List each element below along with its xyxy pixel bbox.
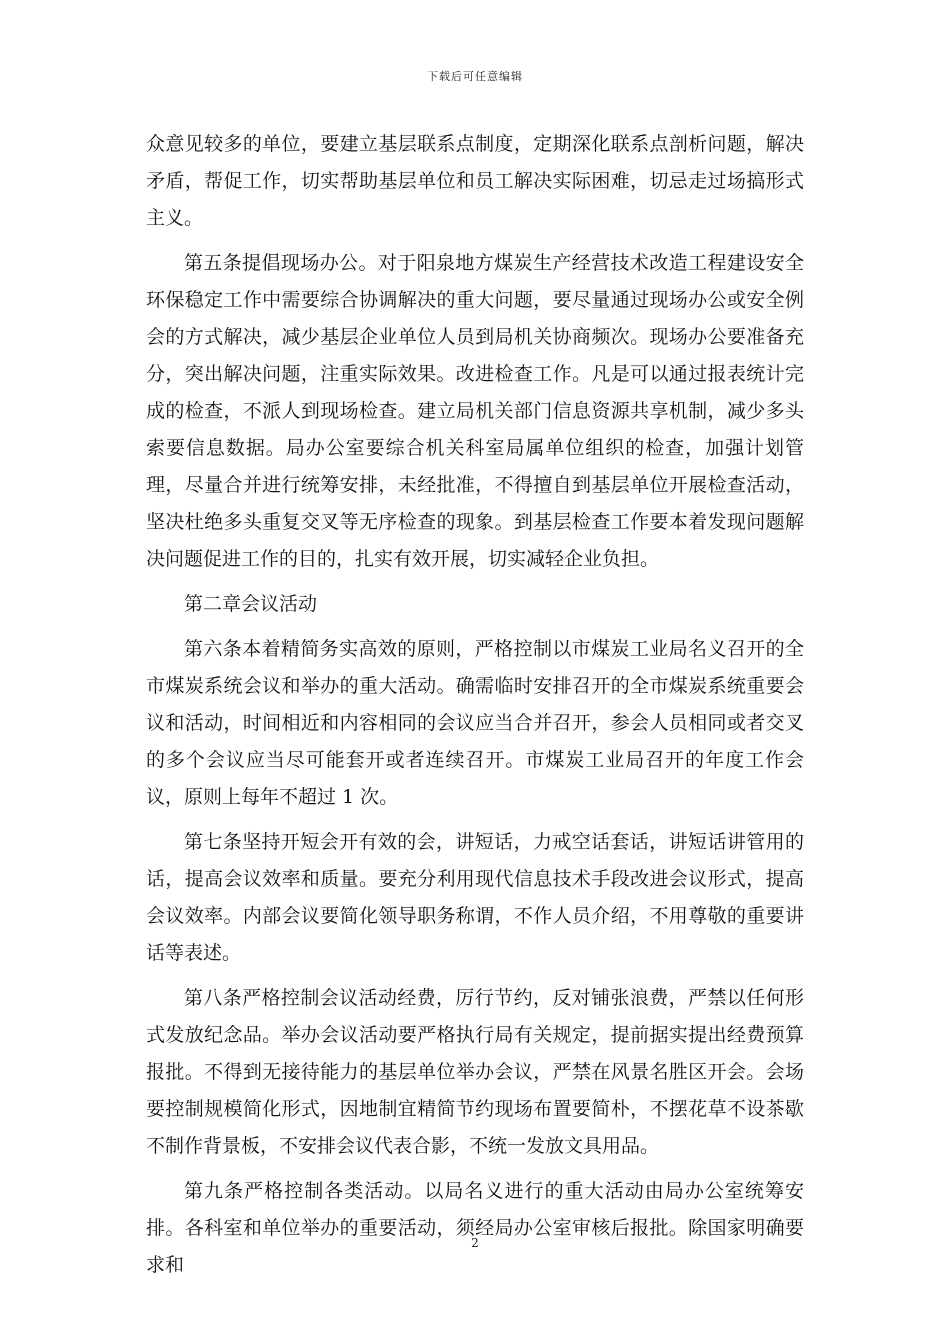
chapter-heading: 第二章会议活动 (184, 593, 318, 615)
paragraph-article-9: 第九条严格控制各类活动。以局名义进行的重大活动由局办公室统筹安排。各科室和单位举办的重要活动，须经局办公室审核后报批。除国家明确要求和 (146, 1180, 804, 1276)
paragraph-article-5: 第五条提倡现场办公。对于阳泉地方煤炭生产经营技术改造工程建设安全环保稳定工作中需要综合协调解决的重大问题，要尽量通过现场办公或安全例会的方式解决，减少基层企业单位人员到局机关协商频次。现场办公要准备充分，突出解决问题，注重实际效果。改进检查工作。凡是可以通过报表统计完成的检查，不派人到现场检查。建立局机关部门信息资源共享机制，减少多头索要信息数据。局办公室要综合机关科室局属单位组织的检查，加强计划管理，尽量合并进行统筹安排，未经批准，不得擅自到基层单位开展检查活动，坚决杜绝多头重复交叉等无序检查的现象。到基层检查工作要本着发现问题解决问题促进工作的目的，扎实有效开展，切实减轻企业负担。 (146, 252, 804, 570)
page-number: 2 (471, 1236, 479, 1250)
page-header: 下载后可任意编辑 (427, 70, 523, 83)
document-body (146, 126, 804, 1292)
paragraph-continuation: 众意见较多的单位，要建立基层联系点制度，定期深化联系点剖析问题，解决矛盾，帮促工作，切实帮助基层单位和员工解决实际困难，切忌走过场搞形式主义。 (146, 133, 804, 229)
paragraph-article-8: 第八条严格控制会议活动经费，厉行节约，反对铺张浪费，严禁以任何形式发放纪念品。举办会议活动要严格执行局有关规定，提前据实提出经费预算报批。不得到无接待能力的基层单位举办会议，严禁在风景名胜区开会。会场要控制规模简化形式，因地制宜精简节约现场布置要简朴，不摆花草不设茶歇不制作背景板，不安排会议代表合影，不统一发放文具用品。 (146, 987, 804, 1157)
paragraph-article-6: 第六条本着精简务实高效的原则，严格控制以市煤炭工业局名义召开的全市煤炭系统会议和举办的重大活动。确需临时安排召开的全市煤炭系统重要会议和活动，时间相近和内容相同的会议应当合并召开，参会人员相同或者交叉的多个会议应当尽可能套开或者连续召开。市煤炭工业局召开的年度工作会议，原则上每年不超过 1 次。 (146, 638, 804, 808)
paragraph-article-7: 第七条坚持开短会开有效的会，讲短话，力戒空话套话，讲短话讲管用的话，提高会议效率和质量。要充分利用现代信息技术手段改进会议形式，提高会议效率。内部会议要简化领导职务称谓，不作人员介绍，不用尊敬的重要讲话等表述。 (146, 831, 804, 964)
